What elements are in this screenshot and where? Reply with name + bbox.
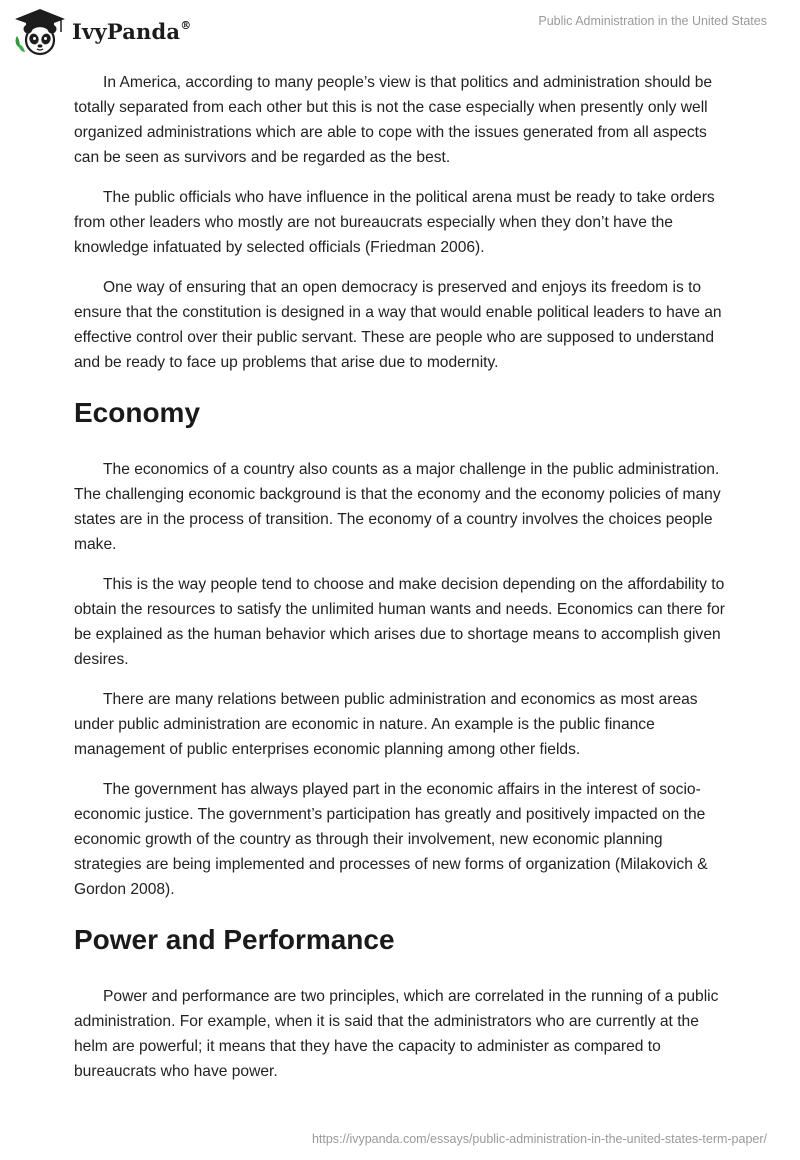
paragraph-5: This is the way people tend to choose and make decision depending on the affordability to obtain the resources to satisfy the unlimited human wants and needs. Economics can there for be explained as the human behavior which arises due to shortage means to accomplish given desires.	[74, 576, 725, 668]
paragraph-3: One way of ensuring that an open democracy is preserved and enjoys its freedom is to ensure that the constitution is designed in a way that would enable political leaders to have an effective control over their public servant. These are people who are supposed to understand and be ready to face up problems that arise due to modernity.	[74, 279, 722, 371]
paragraph-1: In America, according to many people’s view is that politics and administration should be totally separated from each other but this is not the case especially when presently only well organized administrations which are able to cope with the issues generated from all aspects can be seen as survivors and be regarded as the best.	[74, 74, 713, 166]
heading-economy: Economy	[74, 397, 201, 428]
logo-name: IvyPanda	[72, 18, 181, 44]
heading-power-and-performance: Power and Performance	[74, 924, 395, 955]
page-header	[0, 0, 800, 62]
essay-body	[74, 70, 734, 1099]
paragraph-6: There are many relations between public administration and economics as most areas under public administration are economic in nature. An example is the public finance management of public enterprises economic planning among other fields.	[74, 691, 698, 758]
paragraph-7: The government has always played part in the economic affairs in the interest of socio-economic justice. The government’s participation has greatly and positively impacted on the economic growth of the country as through their involvement, new economic planning strategies are being implemented and processes of new forms of organization (Milakovich & Gordon 2008).	[74, 781, 708, 898]
panda-graduate-icon	[14, 8, 66, 56]
source-url[interactable]: https://ivypanda.com/essays/public-administration-in-the-united-states-term-paper/	[311, 1132, 767, 1146]
paragraph-2: The public officials who have influence in the political arena must be ready to take orders from other leaders who mostly are not bureaucrats especially when they don’t have the knowledge infatuated by selected officials (Friedman 2006).	[74, 189, 715, 256]
ivypanda-logo[interactable]	[14, 8, 191, 56]
paragraph-4: The economics of a country also counts as a major challenge in the public administration. The challenging economic background is that the economy and the economy policies of many states are in the process of transition. The economy of a country involves the choices people make.	[74, 461, 721, 553]
paragraph-8: Power and performance are two principles, which are correlated in the running of a public administration. For example, when it is said that the administrators who are currently at the helm are powerful; it means that they have the capacity to administer as compared to bureaucrats who have power.	[74, 988, 719, 1080]
registered-mark: ®	[180, 18, 192, 32]
page-title: Public Administration in the United States	[538, 14, 767, 28]
logo-wordmark	[72, 19, 191, 44]
